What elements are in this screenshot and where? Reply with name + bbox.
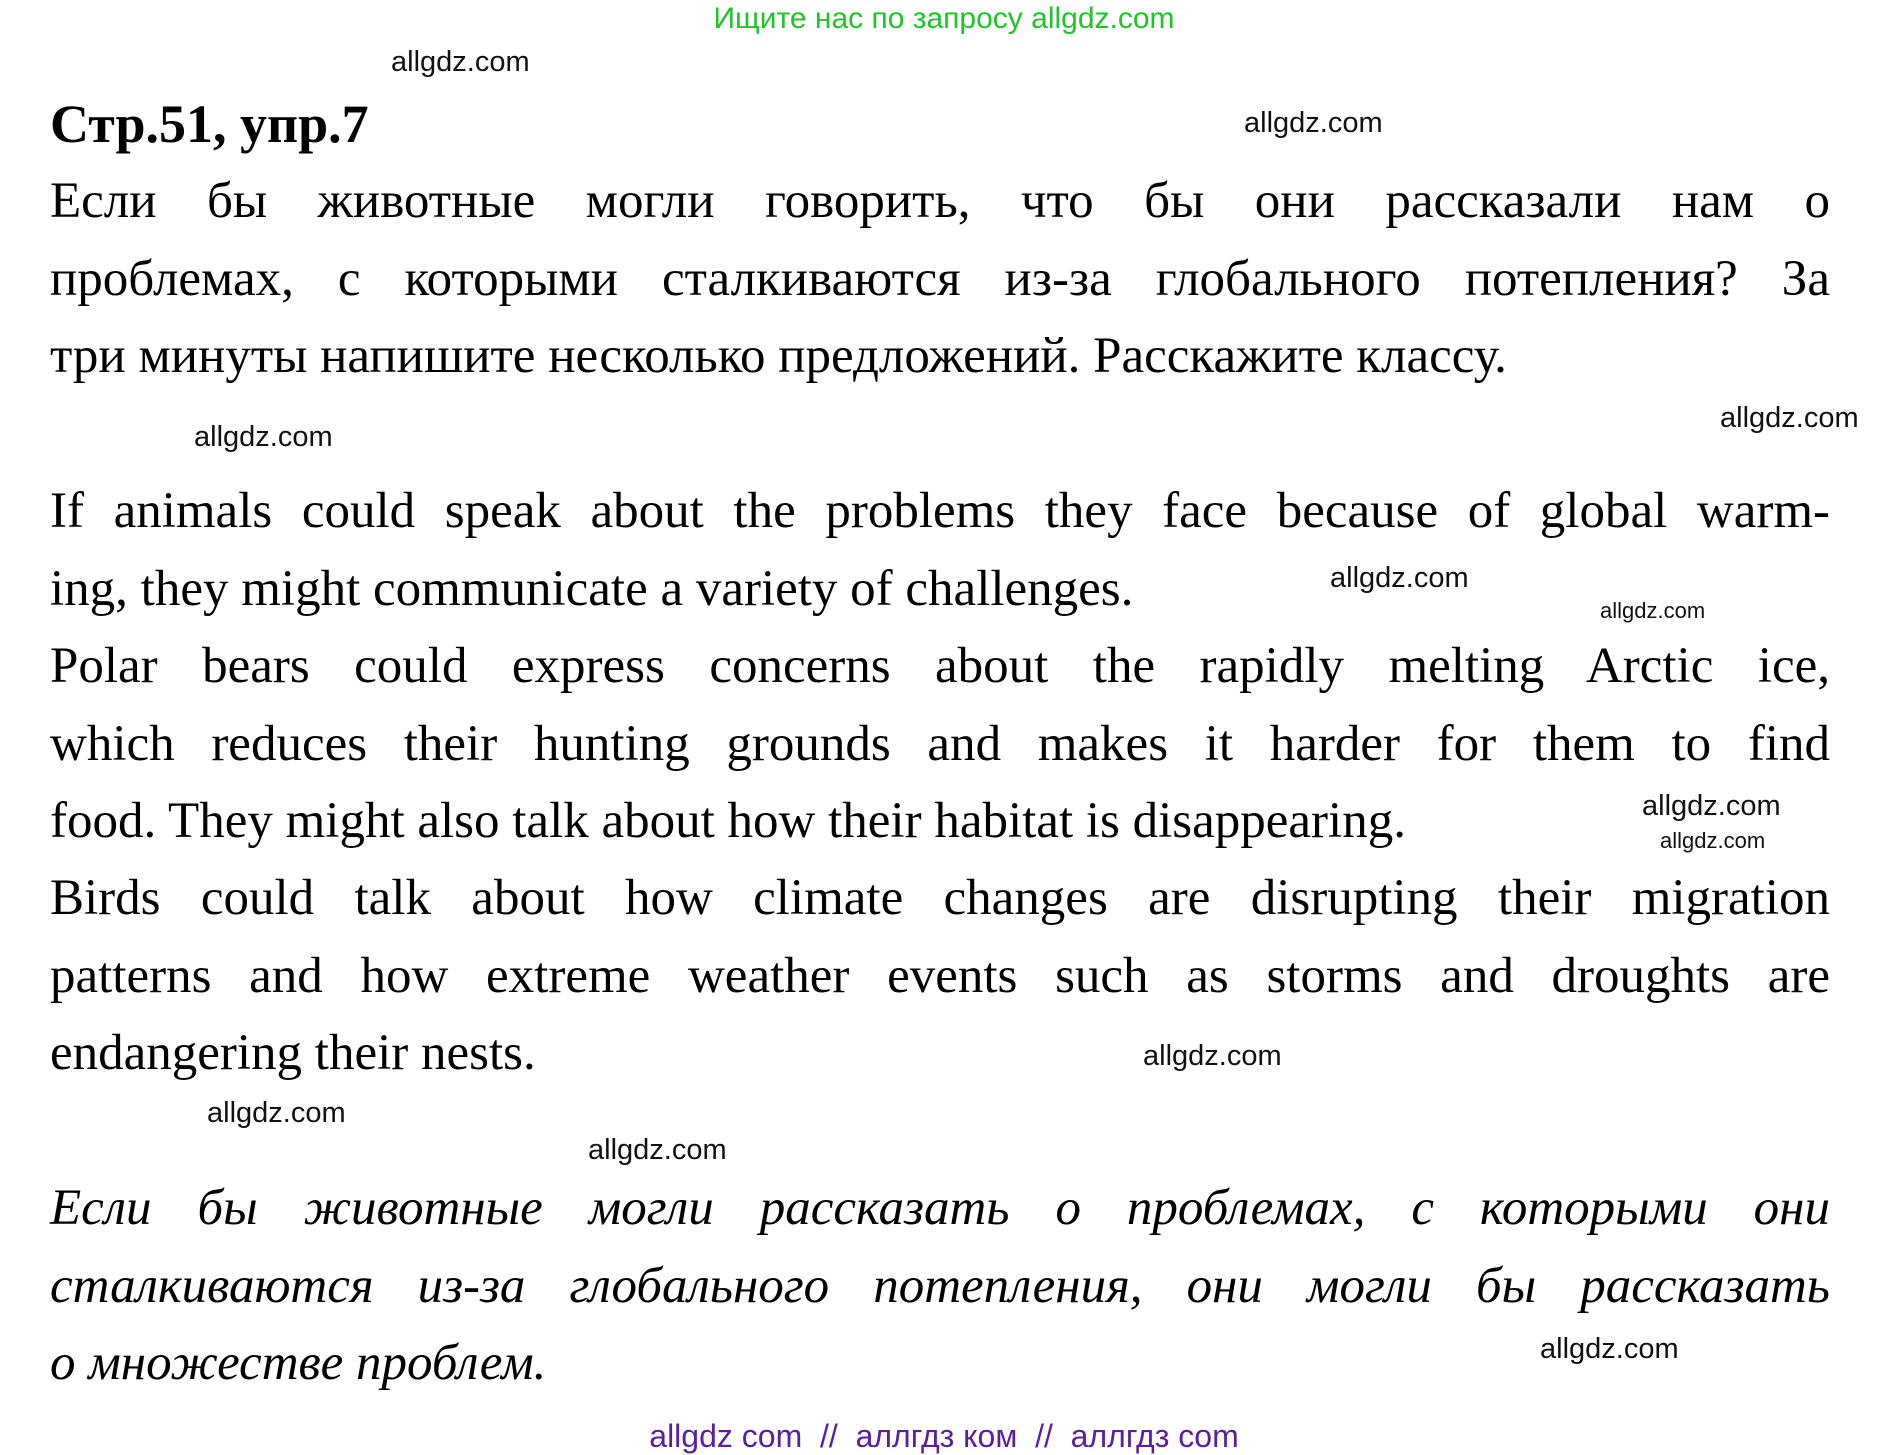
watermark: allgdz.com: [588, 1134, 727, 1166]
text-line: patterns and how extreme weather events such as storms and droughts are: [50, 947, 1830, 1004]
text-line: food. They might also talk about how their habitat is disappearing.: [50, 793, 1406, 849]
polar-bears-paragraph: [50, 628, 1830, 861]
text-line: три минуты напишите несколько предложений. Расскажите классу.: [50, 328, 1507, 384]
watermark: allgdz.com: [1600, 598, 1706, 623]
watermark: allgdz.com: [194, 421, 333, 453]
watermark: allgdz.com: [391, 46, 530, 78]
task-paragraph: [50, 163, 1830, 396]
text-line: Если бы животные могли говорить, что бы они рассказали нам о: [50, 173, 1830, 229]
watermark: allgdz.com: [1642, 790, 1781, 822]
footer-watermark: allgdz com // аллгдз ком // аллгдз com: [649, 1418, 1239, 1454]
watermark: allgdz.com: [1660, 828, 1766, 853]
watermark: allgdz.com: [207, 1097, 346, 1129]
text-line: ing, they might communicate a variety of challenges.: [50, 560, 1134, 617]
watermark: allgdz.com: [1143, 1040, 1282, 1072]
translation-paragraph: [50, 1170, 1830, 1403]
text-line: Polar bears could express concerns about the rapidly melting Arctic ice,: [50, 638, 1830, 694]
text-line: Birds could talk about how climate changes are disrupting their migration: [50, 870, 1830, 926]
text-line: endangering their nests.: [50, 1025, 536, 1081]
text-line: о множестве проблем.: [50, 1335, 547, 1391]
text-line: which reduces their hunting grounds and makes it harder for them to find: [50, 715, 1830, 772]
watermark: allgdz.com: [1720, 402, 1859, 434]
search-banner: Ищите нас по запросу allgdz.com: [713, 2, 1175, 35]
watermark: allgdz.com: [1330, 562, 1469, 594]
page-title: Стр.51, упр.7: [50, 94, 369, 154]
text-line: сталкиваются из-за глобального потепления, они могли бы рассказать: [50, 1257, 1830, 1314]
birds-paragraph: [50, 860, 1830, 1093]
watermark: allgdz.com: [1540, 1333, 1679, 1365]
text-line: If animals could speak about the problems they face because of global warm-: [50, 483, 1830, 539]
answer-intro-paragraph: [50, 473, 1830, 628]
text-line: проблемах, с которыми сталкиваются из-за глобального потепления? За: [50, 250, 1830, 307]
text-line: Если бы животные могли рассказать о проблемах, с которыми они: [50, 1180, 1830, 1236]
watermark: allgdz.com: [1244, 107, 1383, 139]
